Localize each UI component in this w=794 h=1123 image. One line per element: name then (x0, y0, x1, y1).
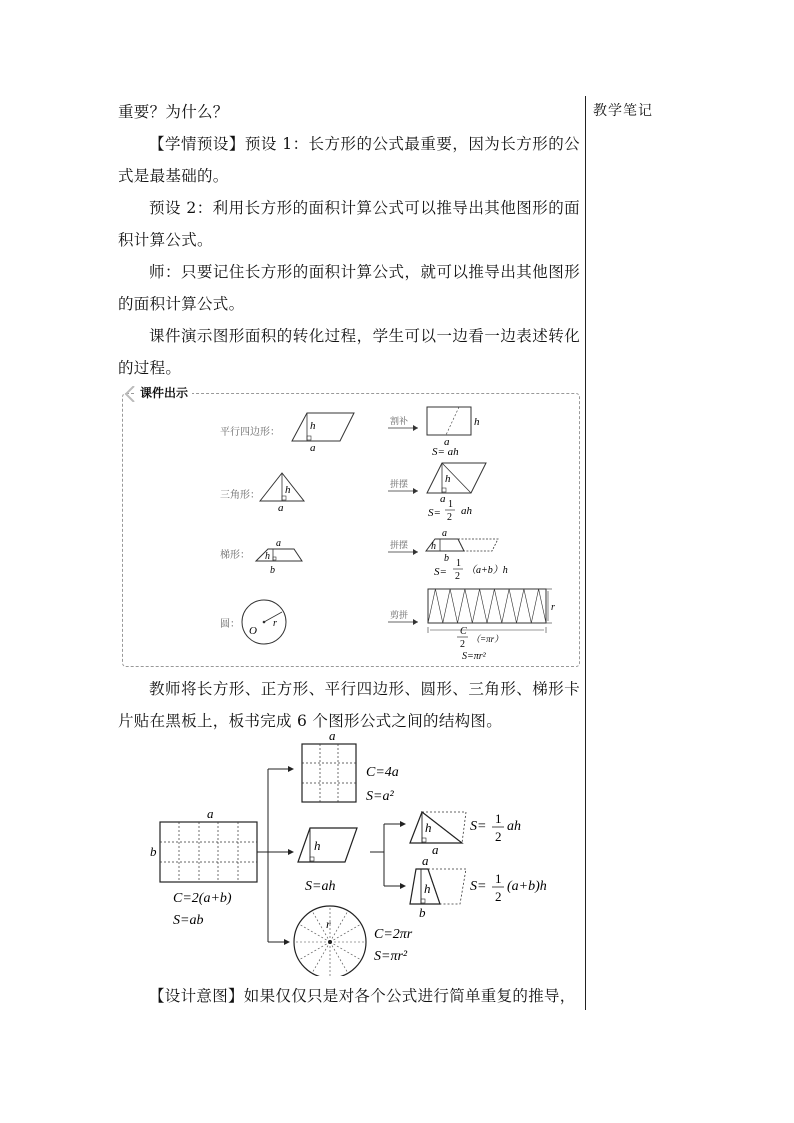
row2-op: 拼摆 (390, 480, 409, 490)
tri-num: 1 (495, 811, 502, 826)
row2-formula-suffix: ah (461, 505, 472, 517)
circle-spoke (330, 942, 361, 960)
row2-h: h (285, 484, 291, 496)
row4-r2: r (551, 602, 555, 613)
row1-h2: h (474, 416, 480, 428)
row1-label: 平行四边形： (220, 427, 280, 438)
paragraph-5: 课件演示图形面积的转化过程，学生可以一边看一边表述转化的过程。 (118, 327, 580, 377)
row2-formula-prefix: S= (428, 507, 441, 519)
row3-h2: h (431, 541, 436, 552)
row4-op: 剪拼 (390, 611, 409, 621)
design-intent-text (118, 980, 580, 1012)
circle-r: r (326, 917, 331, 931)
paragraph-3: 预设 2：利用长方形的面积计算公式可以推导出其他图形的面积计算公式。 (118, 199, 580, 249)
courseware-tag: 课件出示 (136, 384, 192, 401)
circle-spoke (330, 911, 348, 942)
paragraph-4: 师：只要记住长方形的面积计算公式，就可以推导出其他图形的面积计算公式。 (118, 263, 580, 313)
tri-den: 2 (495, 829, 502, 844)
row3-frac-den: 2 (455, 571, 460, 582)
rect-a: a (207, 806, 214, 821)
circle-c: C=2πr (374, 927, 413, 942)
row3-b2: b (444, 553, 449, 564)
row1-op: 割补 (390, 417, 409, 427)
paragraph-2: 【学情预设】预设 1：长方形的公式最重要，因为长方形的公式是最基础的。 (118, 135, 580, 185)
trap-suffix: (a+b)h (507, 879, 547, 894)
row3-b: b (270, 565, 275, 576)
row1-formula: S= ah (432, 446, 459, 458)
row3-frac-num: 1 (456, 558, 461, 569)
square-c: C=4a (366, 765, 399, 780)
trap-a: a (422, 853, 429, 868)
row3-op: 拼摆 (390, 541, 409, 551)
row3-formula-suffix: （a+b）h (466, 565, 508, 576)
trap-b: b (419, 905, 426, 920)
rect-b: b (150, 844, 157, 859)
row1-a: a (310, 442, 316, 454)
circle-spoke (299, 942, 330, 960)
margin-divider (585, 96, 586, 1010)
row3-a: a (276, 538, 281, 549)
tri-suffix: ah (507, 819, 521, 834)
row3-h: h (265, 551, 270, 562)
row2-h2: h (445, 473, 451, 485)
row1-h: h (310, 420, 316, 432)
row3-a2: a (442, 528, 447, 539)
row4-c-num: C (460, 626, 467, 637)
square-s: S=a² (366, 789, 394, 804)
paragraph-1: 重要？为什么？ (118, 103, 229, 121)
circle-spoke (330, 924, 361, 942)
tri-prefix: S= (470, 819, 487, 834)
circle-spoke (312, 942, 330, 973)
circle-spoke (330, 942, 348, 973)
row4-c-den: 2 (460, 639, 465, 650)
tri-a: a (432, 842, 439, 857)
paragraph-6: 教师将长方形、正方形、平行四边形、圆形、三角形、梯形卡片贴在黑板上，板书完成 6 个图形公式之间的结构图。 (118, 680, 580, 730)
row2-label: 三角形： (220, 490, 260, 501)
notes-column-title: 教学笔记 (593, 103, 653, 119)
rect-s: S=ab (173, 913, 204, 928)
main-text (118, 96, 580, 384)
trap-h: h (424, 881, 431, 896)
row2-a: a (278, 502, 284, 514)
paragraph-7: 【设计意图】如果仅仅只是对各个公式进行简单重复的推导， (149, 987, 576, 1005)
row2-a2: a (440, 493, 446, 505)
row3-formula-prefix: S= (434, 566, 447, 578)
circle-s: S=πr² (374, 949, 408, 964)
trap-prefix: S= (470, 879, 487, 894)
courseware-diagram (122, 393, 578, 665)
formula-structure-diagram (140, 726, 570, 976)
trap-num: 1 (495, 871, 502, 886)
tri-h: h (425, 820, 432, 835)
row3-label: 梯形： (220, 550, 250, 561)
row4-label: 圆： (220, 619, 240, 630)
row4-formula: S=πr² (462, 651, 486, 662)
row2-frac-den: 2 (447, 512, 452, 523)
para-h: h (314, 838, 321, 853)
row1-a2: a (444, 436, 450, 448)
para-s: S=ah (305, 879, 336, 894)
rect-c: C=2(a+b) (173, 891, 232, 906)
square-a: a (329, 728, 336, 743)
row4-O: O (249, 625, 257, 637)
trap-den: 2 (495, 889, 502, 904)
row2-frac-num: 1 (448, 499, 453, 510)
row4-c-paren: （=πr） (471, 634, 504, 644)
row4-r: r (273, 618, 277, 629)
